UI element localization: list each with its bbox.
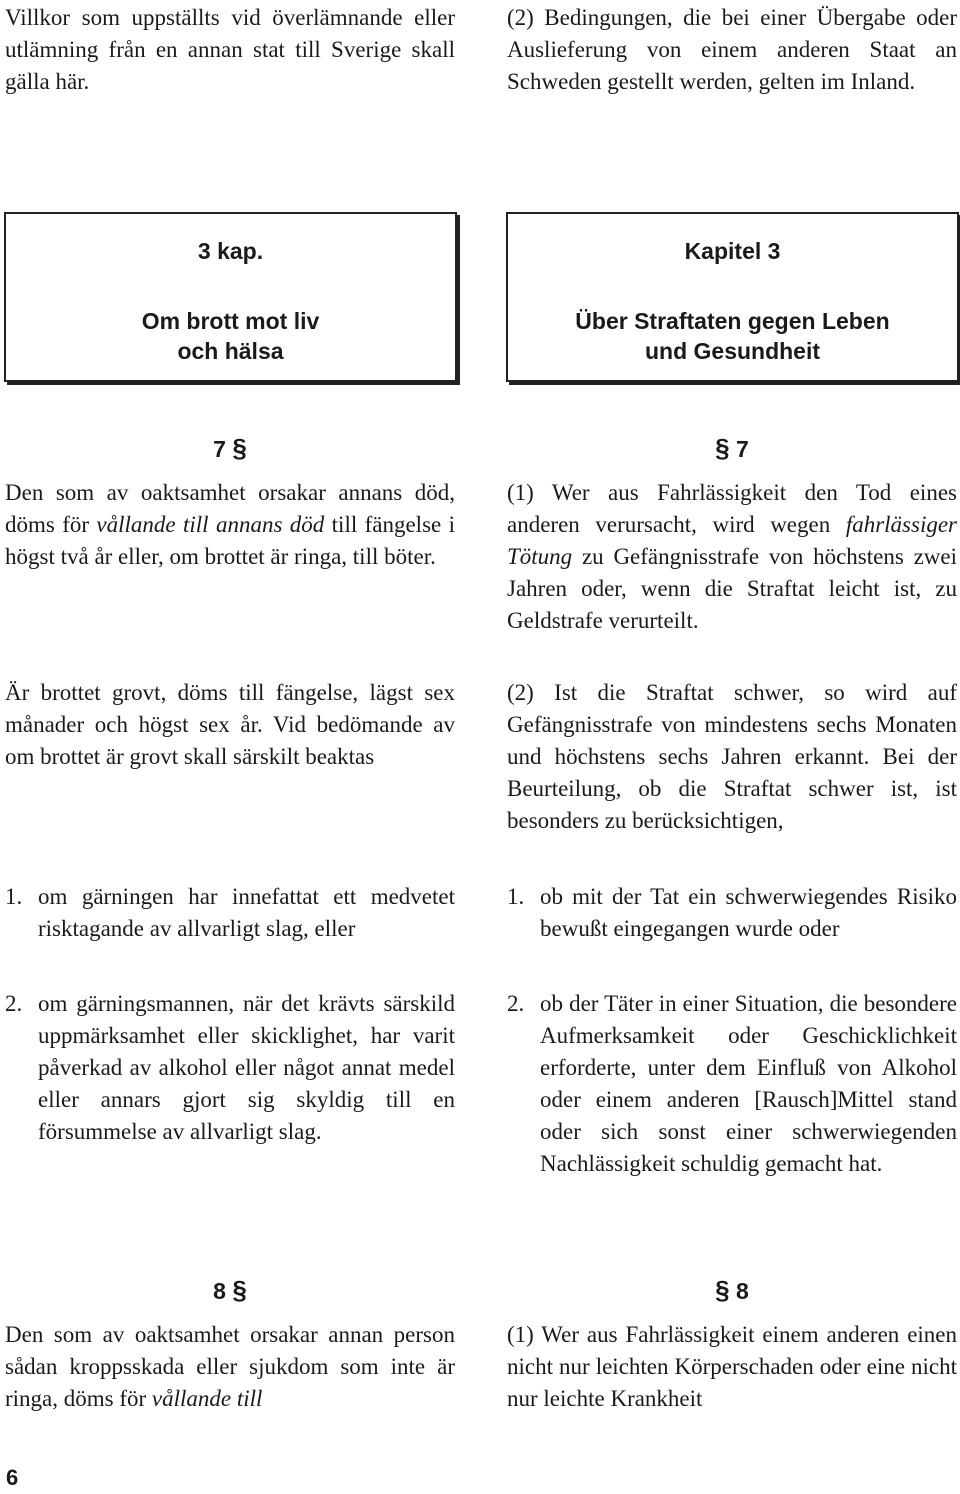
section-sign: § xyxy=(715,433,730,463)
list-number: 1. xyxy=(5,884,23,909)
chapter-title-german-line1: Über Straftaten gegen Leben xyxy=(575,308,890,334)
intro-swedish xyxy=(5,2,455,98)
section-7-swedish-p1 xyxy=(5,477,455,573)
section-7-swedish-p2 xyxy=(5,677,455,773)
section-8-german-p1 xyxy=(507,1319,957,1415)
text-run: Den som av oaktsamhet orsakar annan person sådan kroppsskada eller sjukdom som inte är ringa, döms för xyxy=(5,1322,455,1411)
text-run: Den som av oaktsamhet orsakar annans död, döms för xyxy=(5,480,455,537)
list-number: 1. xyxy=(507,884,525,909)
chapter-title-swedish-line2: och hälsa xyxy=(177,338,284,364)
text-run: (1) Wer aus Fahrlässigkeit den Tod eines anderen verursacht, wird wegen xyxy=(507,480,957,537)
text-run: (2) Ist die Straftat schwer, so wird auf Gefängnisstrafe von mindestens sechs Monaten und höchstens sechs Jahren erkannt. Bei der Beurteilung, ob die Straftat schwer ist, ist besonders zu berücksichtigen, xyxy=(507,680,957,833)
intro-german xyxy=(507,2,957,98)
chapter-box-german xyxy=(506,212,959,382)
emphasis-term: vållande till xyxy=(151,1386,263,1411)
chapter-title-german xyxy=(508,306,957,366)
text-run: zu Gefängnisstrafe von höchstens zwei Jahren oder, wenn die Straftat leicht ist, zu Geldstrafe verurteilt. xyxy=(507,544,957,633)
section-7-german-list xyxy=(507,881,957,1176)
chapter-heading-german: Kapitel 3 xyxy=(684,238,781,264)
list-number: 2. xyxy=(5,991,23,1016)
section-number: 7 xyxy=(736,436,749,462)
section-sign: § xyxy=(715,1275,730,1305)
emphasis-term: vållande till annans död xyxy=(96,512,325,537)
section-number: 7 xyxy=(213,436,226,462)
page-number: 6 xyxy=(6,1465,19,1490)
section-8-swedish-p1 xyxy=(5,1319,455,1415)
section-7-heading-swedish xyxy=(5,432,455,465)
list-text: om gärningen har innefattat ett medvetet risktagande av allvarligt slag, eller xyxy=(38,884,455,941)
section-number: 8 xyxy=(736,1278,749,1304)
section-8-heading-swedish xyxy=(5,1274,455,1307)
text-run: Är brottet grovt, döms till fängelse, lägst sex månader och högst sex år. Vid bedömande av om brottet är grovt skall särskilt beaktas xyxy=(5,680,455,769)
chapter-title-swedish-line1: Om brott mot liv xyxy=(141,308,320,334)
section-7-german-p1 xyxy=(507,477,957,637)
list-text: ob mit der Tat ein schwerwiegendes Risiko bewußt eingegangen wurde oder xyxy=(540,884,957,941)
list-number: 2. xyxy=(507,991,525,1016)
text-run: (1) Wer aus Fahrlässigkeit einem anderen einen nicht nur leichten Körperschaden oder eine nicht nur leichte Krankheit xyxy=(507,1322,957,1411)
chapter-title-swedish xyxy=(6,306,455,366)
list-text: om gärningsmannen, när det krävts särskild uppmärksamhet eller skicklighet, har varit påverkad av alkohol eller något annat medel eller annars gjort sig skyldig till en försummelse av allvarligt slag. xyxy=(38,991,455,1144)
section-7-german-p2 xyxy=(507,677,957,837)
section-7-swedish-list xyxy=(5,881,455,1144)
chapter-title-german-line2: und Gesundheit xyxy=(644,338,821,364)
section-7-heading-german xyxy=(507,432,957,465)
section-number: 8 xyxy=(213,1278,226,1304)
intro-swedish-text: Villkor som uppställts vid överlämnande eller utlämning från en annan stat till Sverige skall gälla här. xyxy=(5,5,455,94)
chapter-box-swedish xyxy=(4,212,457,382)
intro-german-text: (2) Bedingungen, die bei einer Übergabe oder Auslieferung von einem anderen Staat an Schweden gestellt werden, gelten im Inland. xyxy=(507,5,957,94)
section-sign: § xyxy=(232,1275,247,1305)
section-8-heading-german xyxy=(507,1274,957,1307)
text-run: till fängelse i högst två år eller, om brottet är ringa, till böter. xyxy=(5,512,455,569)
list-text: ob der Täter in einer Situation, die besondere Aufmerksamkeit oder Geschicklichkeit erforderte, unter dem Einfluß von Alkohol oder einem anderen [Rausch]Mittel stand oder sich sonst einer schwerwiegenden Nachlässigkeit schuldig gemacht hat. xyxy=(540,991,957,1176)
section-sign: § xyxy=(232,433,247,463)
chapter-heading-swedish: 3 kap. xyxy=(197,238,264,264)
emphasis-term: fahrlässiger Tötung xyxy=(507,512,957,569)
